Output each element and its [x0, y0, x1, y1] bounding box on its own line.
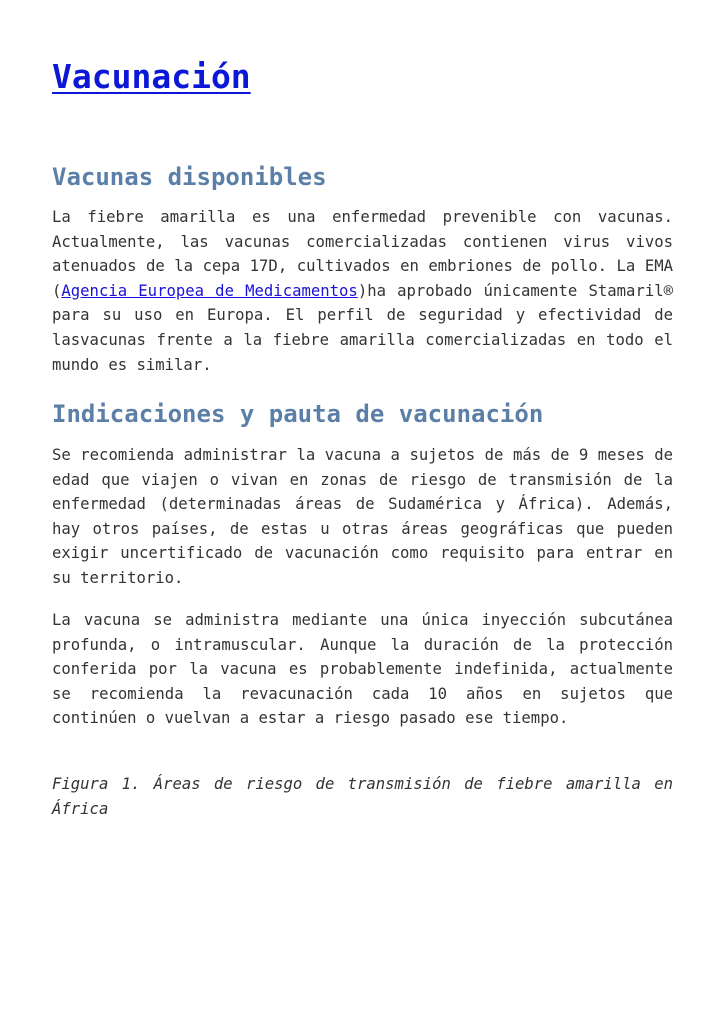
paragraph-indicaciones-1: Se recomienda administrar la vacuna a sujetos de más de 9 meses de edad que viajen o vivan en zonas de riesgo de transmisión de la enfermedad (determinadas áreas de Sudamérica y África). Además, hay otros países, de estas u otras áreas geográficas que pueden exigir uncertificado de vacunación como requisito para entrar en su territorio.: [52, 446, 673, 587]
ema-link[interactable]: Agencia Europea de Medicamentos: [61, 281, 358, 300]
figure-caption: Figura 1. Áreas de riesgo de transmisión de fiebre amarilla en África: [52, 775, 673, 818]
page-title-link[interactable]: Vacunación: [52, 57, 251, 96]
page-title: [52, 55, 251, 99]
paragraph-indicaciones-2: La vacuna se administra mediante una única inyección subcutánea profunda, o intramuscular. Aunque la duración de la protección conferida por la vacuna es probablemente indefinida, actualmente se recomienda la revacunación cada 10 años en sujetos que continúen o vuelvan a estar a riesgo pasado ese tiempo.: [52, 611, 673, 728]
section-heading-indicaciones: Indicaciones y pauta de vacunación: [52, 400, 544, 428]
paragraph-text: La fiebre amarilla es una enfermedad prevenible con vacunas. Actualmente, las vacunas comercializadas contienen virus vivos atenuados de la cepa 17D, cultivados en embriones de pollo. La EMA (: [52, 208, 673, 300]
paragraph-vacunas-disponibles: [52, 205, 673, 377]
section-heading-vacunas-disponibles: Vacunas disponibles: [52, 163, 327, 191]
paragraph-text: )ha aprobado únicamente Stamaril® para su uso en Europa. El perfil de seguridad y efectividad de lasvacunas frente a la fiebre amarilla comercializadas en todo el mundo es similar.: [52, 281, 673, 374]
